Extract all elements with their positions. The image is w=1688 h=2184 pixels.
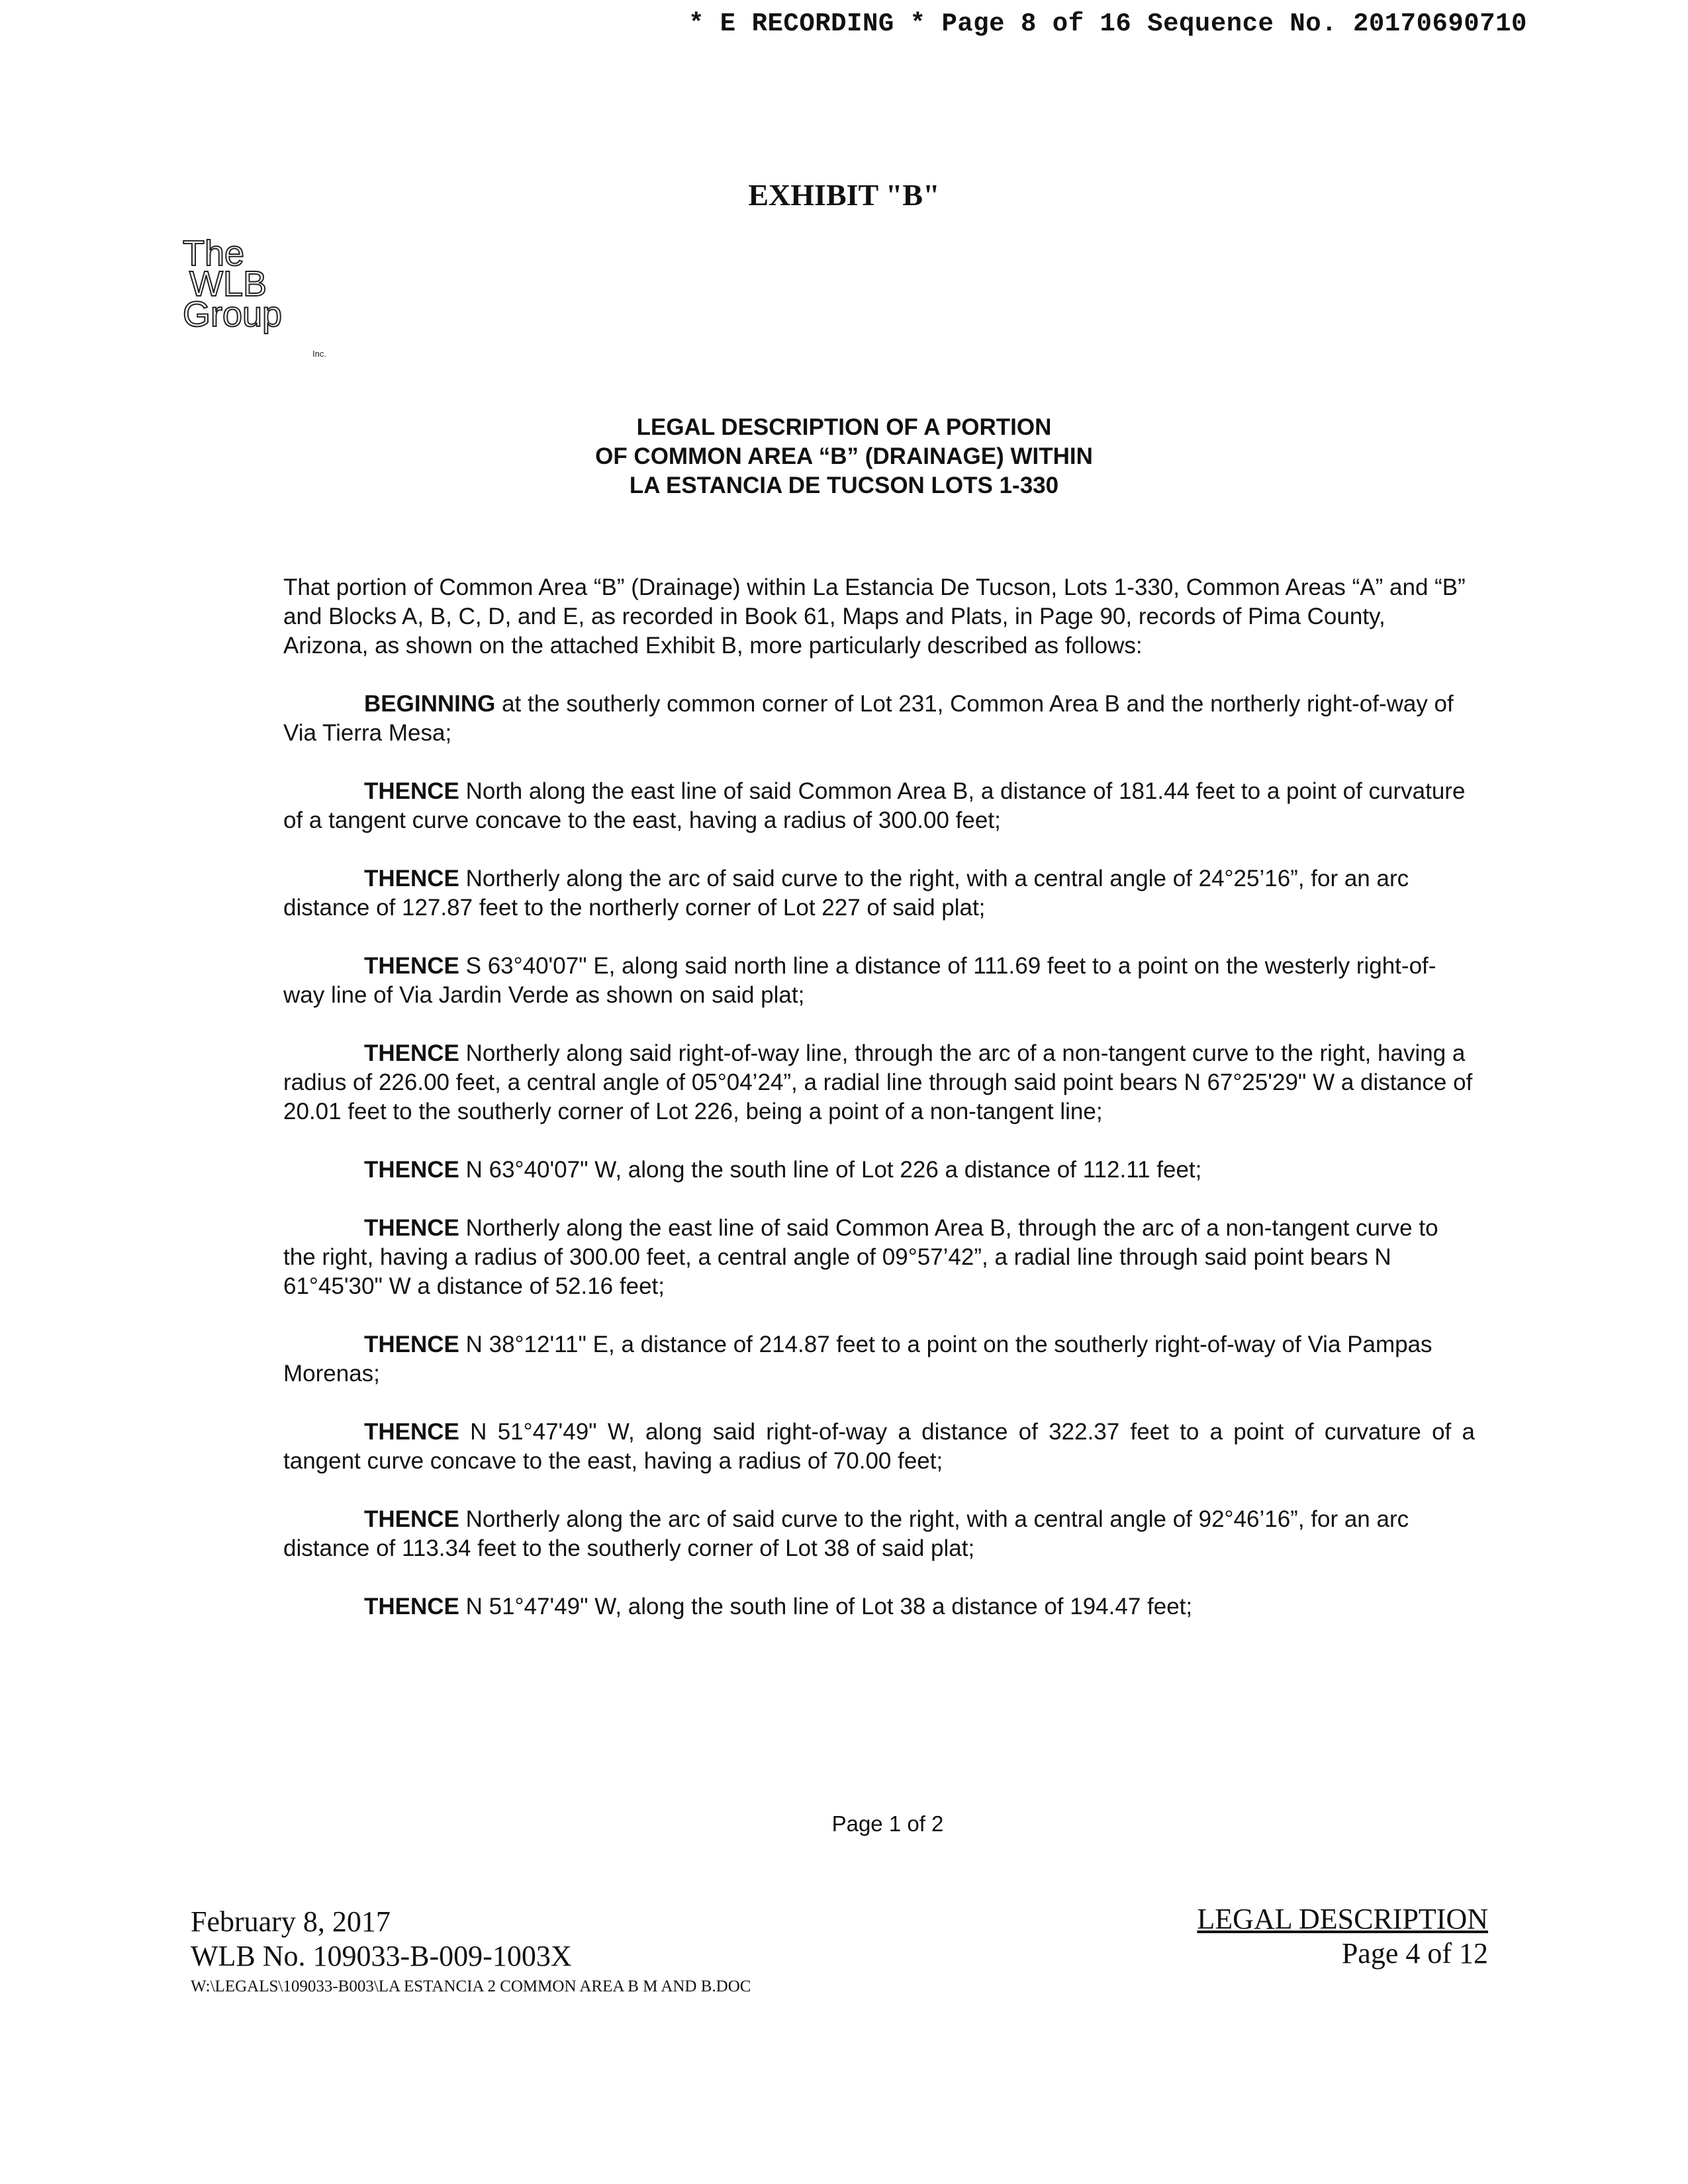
course-lead: THENCE [364,1332,459,1357]
course-lead: THENCE [364,1594,459,1619]
heading-line-1: LEGAL DESCRIPTION OF A PORTION [636,414,1052,440]
course-lead: BEGINNING [364,691,496,717]
course-text: N 51°47'49" W, along the south line of Lot 38 a distance of 194.47 feet; [459,1594,1193,1619]
footer-file-path: W:\LEGALS\109033-B003\LA ESTANCIA 2 COMMON AREA B M AND B.DOC [191,1978,751,1995]
logo-line-2: WLB [189,264,267,304]
exhibit-title: EXHIBIT "B" [748,178,940,212]
course-text: North along the east line of said Common Area B, a distance of 181.44 feet to a point of curvature of a tangent curve concave to the east, having a radius of 300.00 feet; [283,778,1466,833]
course-lead: THENCE [364,1419,459,1445]
course-text: N 63°40'07" W, along the south line of Lot 226 a distance of 112.11 feet; [459,1157,1202,1183]
course-text: Northerly along the arc of said curve to the right, with a central angle of 92°46’16”, for an arc distance of 113.34 feet to the southerly corner of Lot 38 of said plat; [283,1506,1409,1561]
course-lead: THENCE [364,953,459,979]
course-lead: THENCE [364,1506,459,1532]
footer-wlb-number: WLB No. 109033-B-009-1003X [191,1940,572,1972]
course-paragraph [283,1039,1475,1126]
legal-description-body [283,573,1475,1651]
course-text: N 51°47'49" W, along said right-of-way a distance of 322.37 feet to a point of curvature of a tangent curve concave to the east, having a radius of 70.00 feet; [283,1419,1475,1474]
company-logo [183,234,328,364]
intro-paragraph: That portion of Common Area “B” (Drainage) within La Estancia De Tucson, Lots 1-330, Common Areas “A” and “B” and Blocks A, B, C, D, and E, as recorded in Book 61, Maps and Plats, in Page 90, records of Pima County, Arizona, as shown on the attached Exhibit B, more particularly described as follows: [283,574,1466,659]
course-paragraph [283,1214,1475,1301]
document-heading [0,413,1688,500]
course-lead: THENCE [364,1215,459,1241]
course-paragraph [283,690,1475,748]
footer-doc-type: LEGAL DESCRIPTION [1197,1903,1488,1935]
logo-line-3: Group [183,295,283,334]
course-paragraph [283,1156,1475,1185]
course-paragraph [283,1505,1475,1563]
heading-line-3: LA ESTANCIA DE TUCSON LOTS 1-330 [629,473,1059,498]
course-text: Northerly along said right-of-way line, through the arc of a non-tangent curve to the right, having a radius of 226.00 feet, a central angle of 05°04’24”, a radial line through said point bears N 67°25'29" W a distance of 20.01 feet to the southerly corner of Lot 226, being a point of a non-tangent line; [283,1040,1473,1124]
course-text: at the southerly common corner of Lot 231, Common Area B and the northerly right-of-way of Via Tierra Mesa; [283,691,1454,746]
course-paragraph [283,777,1475,835]
logo-suffix: Inc. [312,349,326,359]
course-paragraph [283,1330,1475,1388]
course-paragraph [283,864,1475,923]
footer-right [1025,1902,1488,1971]
footer-left [191,1905,985,1997]
course-text: Northerly along the east line of said Common Area B, through the arc of a non-tangent curve to the right, having a radius of 300.00 feet, a central angle of 09°57’42”, a radial line through said point bears N 61°45'30" W a distance of 52.16 feet; [283,1215,1438,1299]
course-paragraph [283,1592,1475,1621]
course-lead: THENCE [364,778,459,804]
recording-header: * E RECORDING * Page 8 of 16 Sequence No. 20170690710 [688,9,1527,38]
footer-page-of: Page 4 of 12 [1341,1937,1488,1970]
course-text: Northerly along the arc of said curve to the right, with a central angle of 24°25’16”, for an arc distance of 127.87 feet to the northerly corner of Lot 227 of said plat; [283,866,1409,921]
course-text: S 63°40'07" E, along said north line a distance of 111.69 feet to a point on the westerly right-of-way line of Via Jardin Verde as shown on said plat; [283,953,1436,1008]
logo-line-1: The [183,234,245,273]
heading-line-2: OF COMMON AREA “B” (DRAINAGE) WITHIN [595,443,1093,469]
course-lead: THENCE [364,1157,459,1183]
footer-date: February 8, 2017 [191,1905,391,1938]
page-counter: Page 1 of 2 [831,1811,944,1836]
course-lead: THENCE [364,866,459,891]
course-paragraph [283,952,1475,1010]
course-lead: THENCE [364,1040,459,1066]
course-paragraph [283,1418,1475,1476]
course-text: N 38°12'11" E, a distance of 214.87 feet to a point on the southerly right-of-way of Via Pampas Morenas; [283,1332,1432,1387]
